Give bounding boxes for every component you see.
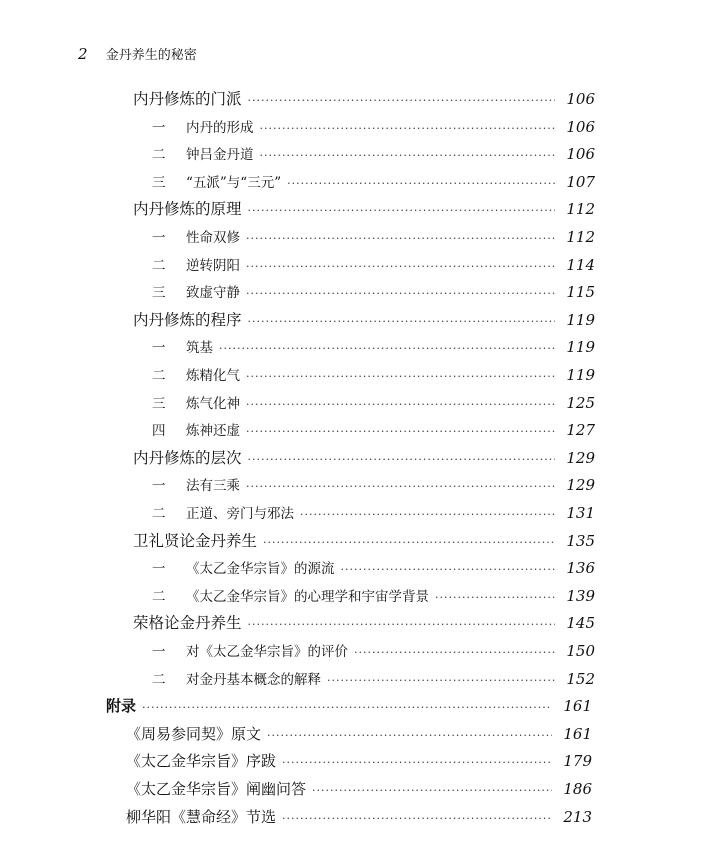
toc-entry-page: 112 — [566, 228, 595, 246]
toc-entry-page: 119 — [566, 338, 595, 357]
toc-entry — [152, 252, 595, 278]
toc-entry-title — [152, 363, 240, 389]
dot-leader — [260, 143, 556, 169]
toc-entry — [133, 196, 595, 222]
toc-entry — [152, 638, 595, 664]
toc-entry-title — [152, 142, 254, 168]
toc-entry-number: 三 — [152, 174, 166, 191]
dot-leader — [246, 226, 555, 252]
toc-entry-title — [152, 639, 348, 665]
dot-leader — [263, 530, 555, 556]
dot-leader — [246, 364, 555, 390]
toc-entry-page: 152 — [566, 669, 595, 688]
toc-entry — [152, 417, 595, 443]
toc-entry-text: “五派”与“三元” — [186, 174, 282, 191]
dot-leader — [267, 723, 552, 749]
dot-leader — [287, 171, 555, 197]
toc-entry-number: 二 — [152, 588, 166, 605]
toc-entry-page: 161 — [563, 697, 592, 716]
toc-entry-title — [152, 584, 429, 610]
toc-entry — [133, 610, 595, 636]
toc-entry-page: 131 — [566, 504, 595, 522]
toc-entry-text: 内丹修炼的程序 — [133, 310, 242, 329]
toc-entry-page: 145 — [566, 614, 595, 633]
toc-entry-number: 二 — [152, 257, 166, 274]
dot-leader — [248, 88, 555, 114]
dot-leader — [246, 281, 555, 307]
dot-leader — [248, 612, 555, 638]
toc-entry — [126, 748, 592, 774]
toc-entry-title — [133, 86, 242, 112]
toc-entry — [152, 472, 595, 498]
toc-entry-number: 四 — [152, 423, 166, 440]
toc-entry-number: 三 — [152, 285, 166, 302]
toc-entry — [152, 362, 595, 388]
toc-entry-page: 135 — [566, 531, 595, 550]
toc-entry-text: 法有三乘 — [186, 478, 240, 495]
toc-entry — [133, 307, 595, 333]
toc-entry-page: 106 — [566, 117, 595, 136]
toc-entry-text: 内丹的形成 — [186, 119, 254, 136]
toc-entry-text: 炼气化神 — [186, 395, 240, 412]
dot-leader — [354, 640, 555, 666]
toc-entry-title — [106, 693, 136, 719]
toc-entry — [152, 141, 595, 167]
toc-entry — [133, 528, 595, 554]
toc-entry — [126, 776, 592, 802]
toc-entry — [133, 445, 595, 471]
toc-entry — [126, 721, 592, 747]
toc-entry-page: 107 — [566, 172, 595, 191]
toc-entry-text: 附录 — [106, 697, 137, 716]
toc-entry-page: 112 — [566, 200, 595, 219]
page-header — [78, 44, 197, 63]
toc-entry-number: 一 — [152, 119, 166, 136]
toc-entry — [133, 86, 595, 112]
toc-entry-text: 正道、旁门与邪法 — [186, 506, 294, 522]
toc-entry-title — [152, 170, 281, 196]
toc-entry-page: 186 — [563, 780, 592, 798]
toc-entry-text: 对金丹基本概念的解释 — [186, 671, 321, 688]
toc-entry-title — [133, 610, 242, 636]
toc-entry-text: 《太乙金华宗旨》的心理学和宇宙学背景 — [186, 588, 429, 605]
toc-entry-title — [152, 667, 321, 693]
dot-leader — [246, 254, 555, 280]
toc-entry-title — [152, 253, 240, 279]
toc-entry-title — [133, 307, 242, 333]
toc-entry-text: 钟吕金丹道 — [186, 147, 254, 164]
toc-entry-text: 炼神还虚 — [186, 423, 240, 440]
toc-entry-text: 筑基 — [186, 340, 213, 357]
toc-entry-title — [133, 445, 242, 471]
dot-leader — [248, 198, 555, 224]
toc-entry-page: 127 — [566, 421, 595, 440]
toc-entry — [152, 390, 595, 416]
page-number: 2 — [78, 45, 88, 63]
toc-entry-page: 150 — [566, 642, 595, 660]
toc-entry-text: 《太乙金华宗旨》的源流 — [186, 561, 335, 578]
toc-entry-text: 柳华阳《慧命经》节选 — [126, 807, 277, 826]
dot-leader — [327, 668, 555, 694]
toc-entry-page: 213 — [563, 807, 592, 826]
dot-leader — [341, 557, 556, 583]
toc-entry-text: 《太乙金华宗旨》序跋 — [126, 752, 277, 771]
toc-entry-page: 129 — [566, 476, 595, 495]
toc-entry-title — [126, 721, 261, 747]
toc-entry-text: 内丹修炼的原理 — [133, 200, 242, 219]
toc-entry-text: 荣格论金丹养生 — [133, 614, 242, 633]
toc-entry-number: 二 — [152, 368, 166, 384]
toc-entry-page: 161 — [563, 724, 592, 743]
toc-entry-page: 106 — [566, 90, 595, 108]
dot-leader — [246, 419, 555, 445]
dot-leader — [435, 585, 555, 611]
toc-entry — [126, 804, 592, 830]
toc-entry-title — [152, 556, 335, 582]
dot-leader — [300, 502, 555, 528]
toc-entry-number: 二 — [152, 147, 166, 164]
toc-entry-number: 一 — [152, 230, 166, 246]
toc-entry-page: 139 — [566, 586, 595, 605]
toc-entry — [152, 279, 595, 305]
toc-entry-title — [152, 225, 240, 251]
toc-entry-text: 炼精化气 — [186, 368, 240, 384]
toc-entry-title — [133, 196, 242, 222]
toc-entry-number: 二 — [152, 506, 166, 522]
toc-entry-number: 一 — [152, 478, 166, 495]
toc-entry — [152, 334, 595, 360]
toc-entry — [152, 169, 595, 195]
toc-entry — [152, 666, 595, 692]
toc-entry-page: 119 — [566, 310, 595, 329]
toc-entry-text: 《周易参同契》原文 — [126, 724, 262, 743]
dot-leader — [312, 778, 552, 804]
dot-leader — [282, 750, 552, 776]
toc-entry-title — [133, 528, 257, 554]
toc-entry-text: 卫礼贤论金丹养生 — [133, 531, 258, 550]
toc-entry-text: 《太乙金华宗旨》阐幽问答 — [126, 780, 307, 798]
toc-entry — [152, 224, 595, 250]
toc-entry-title — [152, 280, 240, 306]
toc-entry-page: 119 — [566, 366, 595, 384]
dot-leader — [282, 806, 552, 832]
toc-entry-title — [152, 501, 294, 527]
toc-entry-title — [152, 473, 240, 499]
toc-entry-page: 114 — [566, 255, 595, 274]
toc-entry-title — [152, 391, 240, 417]
toc-entry-text: 对《太乙金华宗旨》的评价 — [186, 644, 348, 660]
toc-entry — [152, 114, 595, 140]
toc-entry-number: 三 — [152, 395, 166, 412]
toc-entry-page: 179 — [563, 752, 592, 771]
toc-entry-number: 一 — [152, 644, 166, 660]
toc-entry-page: 129 — [566, 448, 595, 467]
toc-entry — [106, 693, 592, 719]
toc-entry-text: 逆转阴阳 — [186, 257, 240, 274]
toc-entry-title — [152, 335, 213, 361]
dot-leader — [246, 474, 555, 500]
toc-entry-text: 致虚守静 — [186, 285, 240, 302]
toc-entry-title — [152, 418, 240, 444]
dot-leader — [260, 116, 556, 142]
toc-entry — [152, 583, 595, 609]
toc-entry-number: 一 — [152, 561, 166, 578]
dot-leader — [248, 447, 555, 473]
toc-entry-number: 一 — [152, 340, 166, 357]
toc-entry — [152, 500, 595, 526]
toc-entry-page: 106 — [566, 145, 595, 164]
toc-entry — [152, 555, 595, 581]
toc-entry-text: 内丹修炼的层次 — [133, 448, 242, 467]
toc-entry-title — [126, 748, 276, 774]
toc-entry-page: 115 — [566, 283, 595, 302]
toc-entry-title — [126, 804, 276, 830]
dot-leader — [142, 695, 552, 721]
dot-leader — [248, 309, 555, 335]
toc-entry-page: 136 — [566, 559, 595, 578]
toc-entry-text: 性命双修 — [186, 230, 240, 246]
toc-entry-page: 125 — [566, 393, 595, 412]
toc-entry-text: 内丹修炼的门派 — [133, 90, 242, 108]
dot-leader — [246, 392, 555, 418]
book-title: 金丹养生的秘密 — [105, 48, 197, 63]
toc-entry-title — [126, 776, 306, 802]
dot-leader — [219, 336, 555, 362]
toc-entry-title — [152, 115, 254, 141]
toc-entry-number: 二 — [152, 671, 166, 688]
